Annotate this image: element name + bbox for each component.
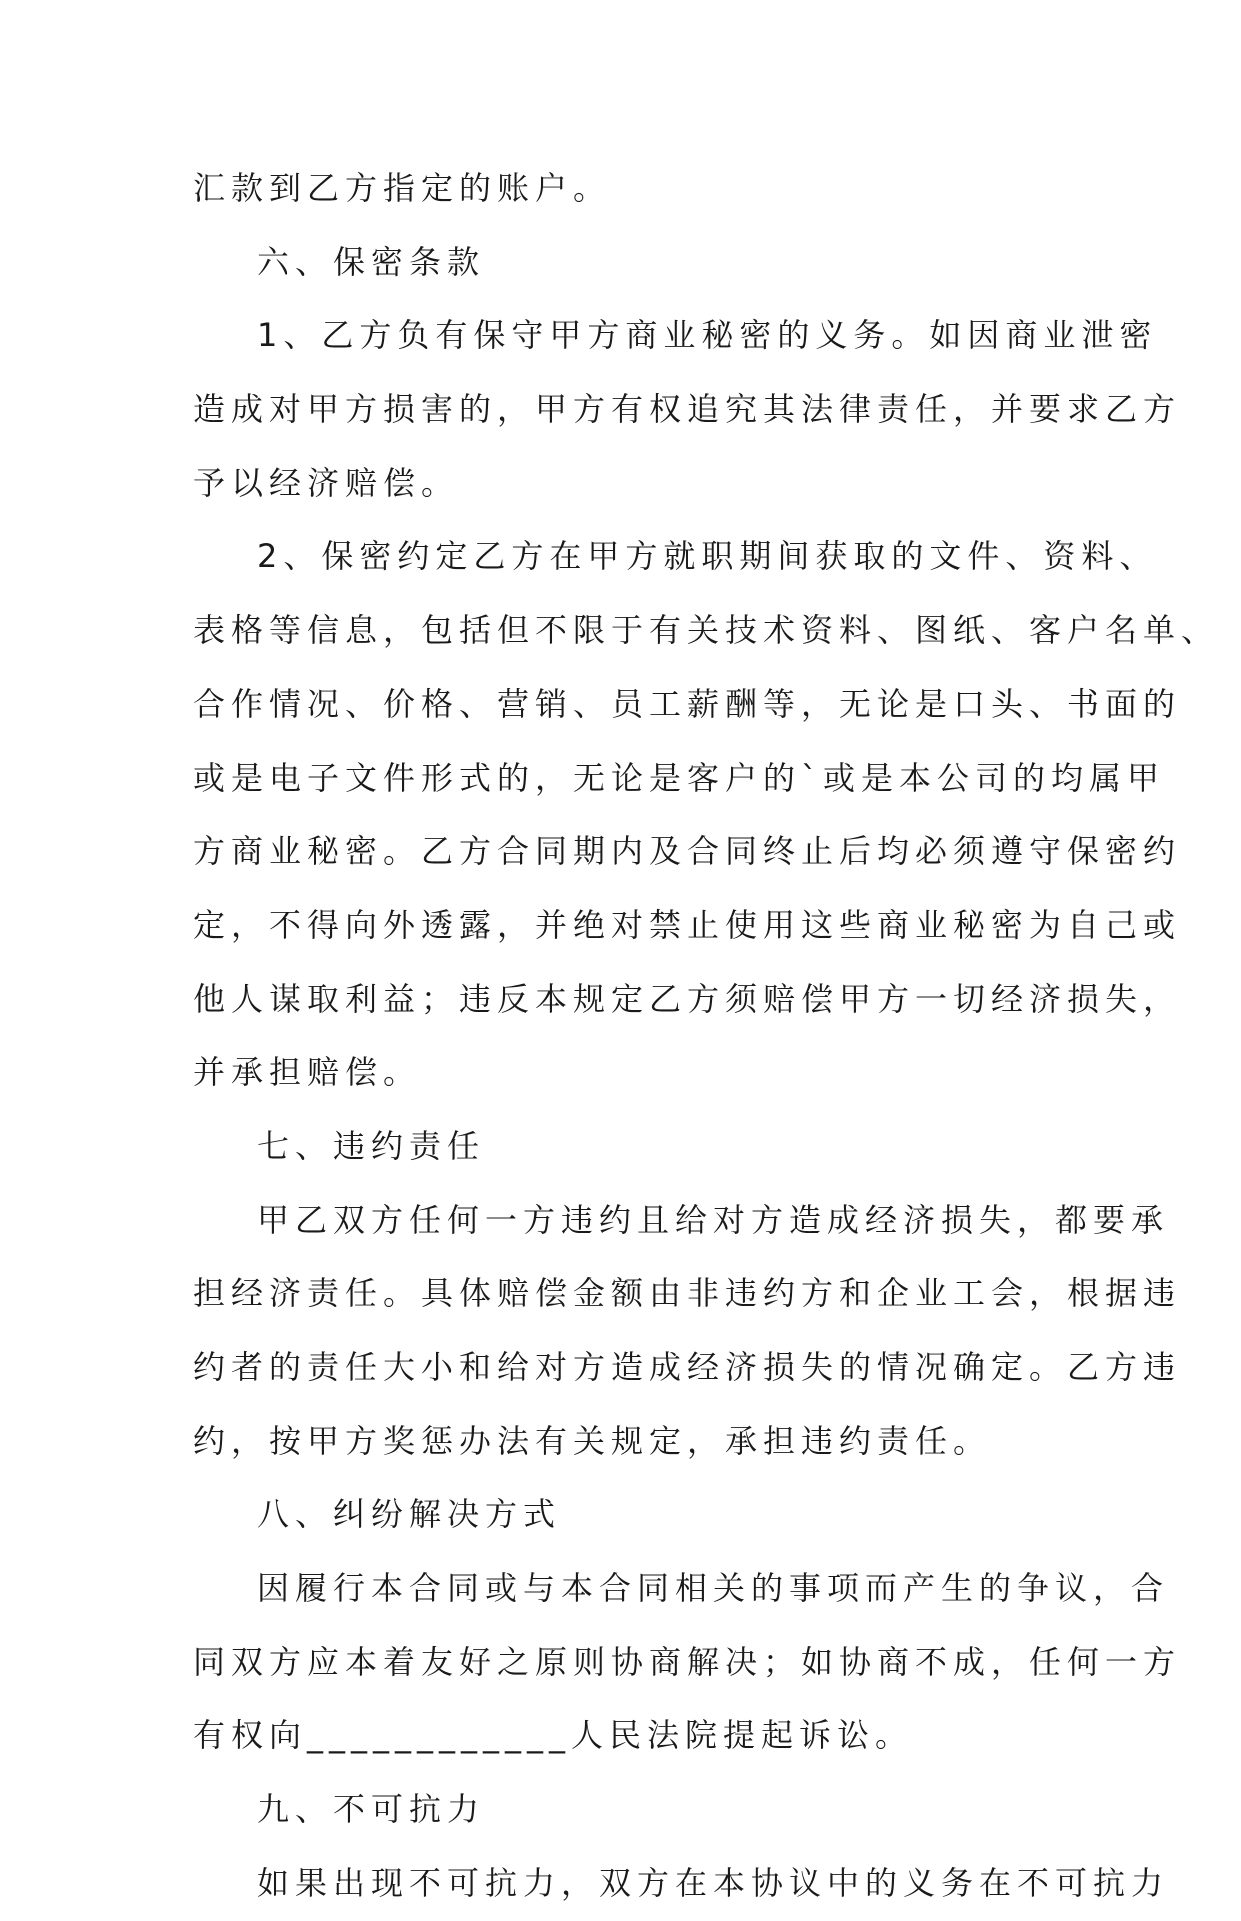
text-line: 予以经济赔偿。 [193, 463, 460, 502]
text-line: 有权向____________人民法院提起诉讼。 [193, 1716, 914, 1755]
text-line: 2、保密约定乙方在甲方就职期间获取的文件、资料、 [257, 537, 1158, 576]
text-line: 定，不得向外透露，并绝对禁止使用这些商业秘密为自己或 [193, 905, 1182, 944]
text-line: 1、乙方负有保守甲方商业秘密的义务。如因商业泄密 [257, 316, 1158, 355]
text-line: 同双方应本着友好之原则协商解决；如协商不成，任何一方 [193, 1642, 1182, 1681]
section-heading-confidentiality: 六、保密条款 [257, 242, 486, 281]
text-line: 他人谋取利益；违反本规定乙方须赔偿甲方一切经济损失， [193, 979, 1182, 1018]
text-line: 或是电子文件形式的，无论是客户的`或是本公司的均属甲 [193, 758, 1166, 797]
text-line: 汇款到乙方指定的账户。 [193, 169, 612, 207]
text-line: 约者的责任大小和给对方造成经济损失的情况确定。乙方违 [193, 1348, 1182, 1386]
document-body [193, 152, 1220, 1921]
section-heading-dispute: 八、纠纷解决方式 [257, 1495, 562, 1534]
section-heading-breach: 七、违约责任 [257, 1126, 486, 1165]
text-line: 并承担赔偿。 [193, 1053, 422, 1092]
text-line: 约，按甲方奖惩办法有关规定，承担违约责任。 [193, 1421, 992, 1460]
section-heading-force-majeure: 九、不可抗力 [257, 1790, 486, 1829]
text-line: 造成对甲方损害的，甲方有权追究其法律责任，并要求乙方 [193, 390, 1182, 429]
text-line: 担经济责任。具体赔偿金额由非违约方和企业工会，根据违 [193, 1274, 1182, 1313]
text-line: 因履行本合同或与本合同相关的事项而产生的争议，合 [257, 1569, 1170, 1608]
text-line: 甲乙双方任何一方违约且给对方造成经济损失，都要承 [257, 1200, 1170, 1239]
text-line: 如果出现不可抗力，双方在本协议中的义务在不可抗力 [257, 1863, 1170, 1902]
text-line: 表格等信息，包括但不限于有关技术资料、图纸、客户名单、 [193, 611, 1220, 650]
text-line: 方商业秘密。乙方合同期内及合同终止后均必须遵守保密约 [193, 832, 1182, 871]
text-line: 合作情况、价格、营销、员工薪酬等，无论是口头、书面的 [193, 684, 1182, 723]
